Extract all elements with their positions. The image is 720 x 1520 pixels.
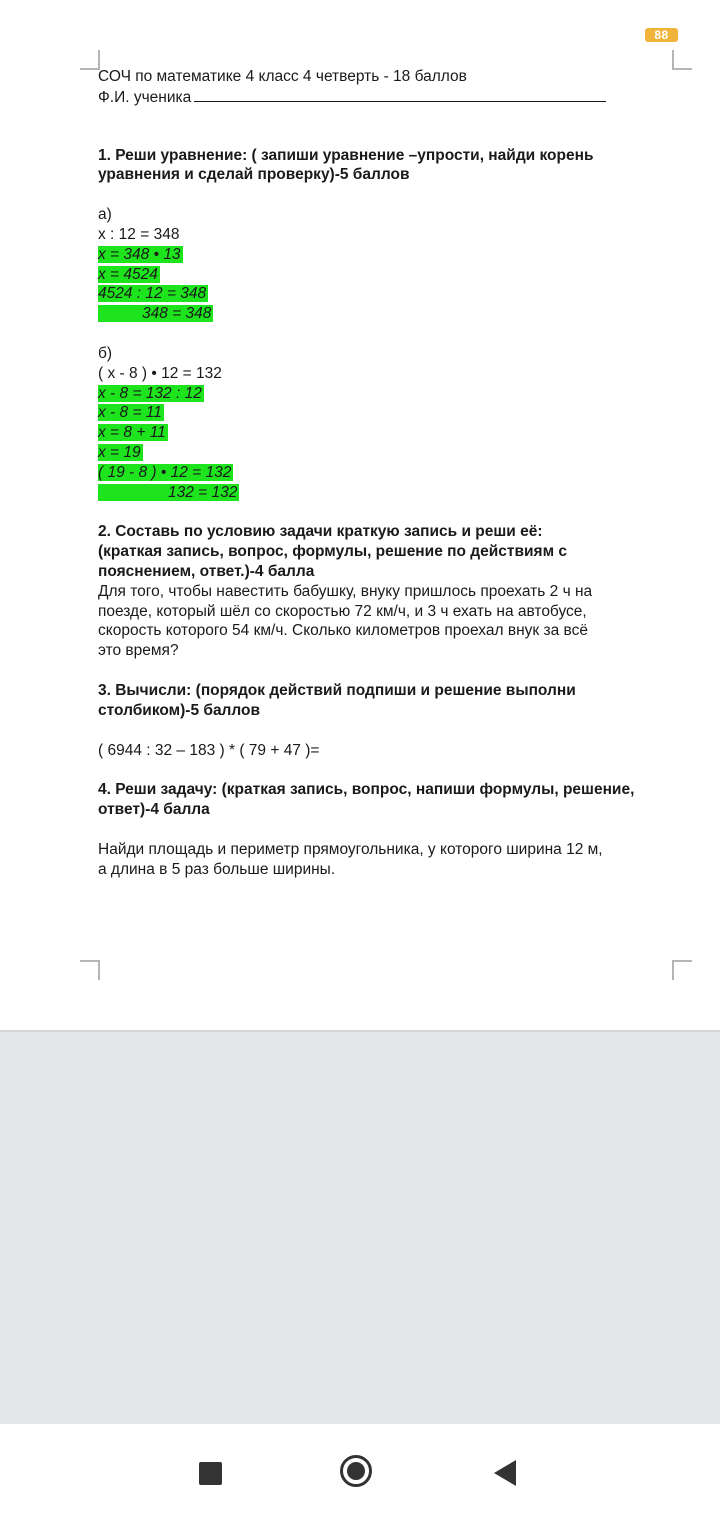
viewer-background (0, 1032, 720, 1424)
task1b-step: 132 = 132 (98, 484, 239, 501)
task1b-step: x = 8 + 11 (98, 424, 166, 442)
task3-expression: ( 6944 : 32 – 183 ) * ( 79 + 47 )= (98, 741, 320, 759)
task3-title-line1: 3. Вычисли: (порядок действий подпиши и решение выполни (98, 681, 576, 699)
task2-text-line: это время? (98, 642, 179, 660)
task1a-step: x = 348 • 13 (98, 245, 181, 263)
task1b-step: ( 19 - 8 ) • 12 = 132 (98, 463, 232, 481)
corner-mark-bottom-right (672, 960, 692, 980)
task1b-label: б) (98, 344, 113, 362)
circle-icon[interactable] (340, 1455, 372, 1487)
task1b-step: x - 8 = 11 (98, 404, 162, 422)
task2-text-line: скорость которого 54 км/ч. Сколько километров проехал внук за всё (98, 622, 588, 640)
task2-text-line: поезде, который шёл со скоростью 72 км/ч, и 3 ч ехать на автобусе, (98, 602, 587, 620)
task4-title-line1: 4. Реши задачу: (краткая запись, вопрос, напиши формулы, решение, (98, 781, 635, 799)
task1a-label: а) (98, 206, 112, 224)
task2-title-line2: (краткая запись, вопрос, формулы, решение по действиям с (98, 543, 567, 561)
home-dot (347, 1462, 365, 1480)
document-content (98, 67, 678, 880)
corner-mark-bottom-left (80, 960, 100, 980)
task2-title-line1: 2. Составь по условию задачи краткую запись и реши её: (98, 523, 543, 541)
student-label: Ф.И. ученика (98, 88, 192, 106)
task1-title-line2: уравнения и сделай проверку)-5 баллов (98, 166, 410, 184)
triangle-back-icon[interactable] (494, 1460, 516, 1486)
task1a-step: 348 = 348 (98, 305, 213, 322)
task1a-step: x = 4524 (98, 265, 158, 283)
task1a-step: 4524 : 12 = 348 (98, 285, 207, 303)
doc-title: СОЧ по математике 4 класс 4 четверть - 18 баллов (98, 68, 467, 85)
task3-title-line2: столбиком)-5 баллов (98, 701, 261, 719)
task4-title-line2: ответ)-4 балла (98, 801, 210, 819)
task1a-equation: x : 12 = 348 (98, 225, 180, 243)
task2-title-line3: пояснением, ответ.)-4 балла (98, 562, 315, 580)
square-icon[interactable] (199, 1462, 222, 1485)
task1b-step: x - 8 = 132 : 12 (98, 384, 202, 402)
corner-mark-top-left (80, 50, 100, 70)
student-name-line (98, 87, 678, 108)
task2-text-line: Для того, чтобы навестить бабушку, внуку пришлось проехать 2 ч на (98, 582, 593, 600)
task1b-equation: ( x - 8 ) • 12 = 132 (98, 364, 222, 382)
name-underline (194, 87, 606, 102)
task1b-step: x = 19 (98, 443, 141, 461)
page-number-badge: 88 (645, 28, 678, 42)
task4-text-line: а длина в 5 раз больше ширины. (98, 860, 336, 878)
task1-title-line1: 1. Реши уравнение: ( запиши уравнение –упрости, найди корень (98, 146, 594, 164)
task4-text-line: Найди площадь и периметр прямоугольника, у которого ширина 12 м, (98, 840, 603, 858)
